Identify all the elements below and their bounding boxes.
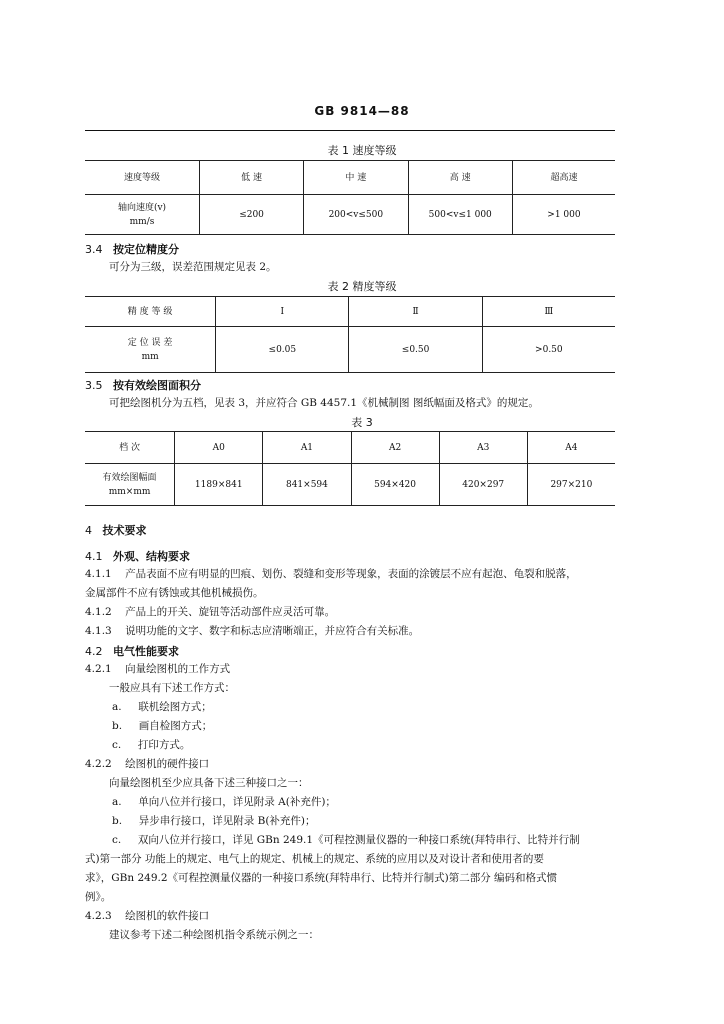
table3-cell-4: 297×210 <box>527 464 615 506</box>
header-rule <box>85 130 615 131</box>
sec34-heading <box>85 241 179 257</box>
table1-cell-0: ≤200 <box>200 195 304 235</box>
s421-item-c-text: 打印方式。 <box>137 739 191 751</box>
s411-line2: 金属部件不应有锈蚀或其他机械损伤。 <box>85 587 264 599</box>
table2-row-label-1: 定 位 误 差 <box>127 337 173 348</box>
table3-head-0: 档 次 <box>85 432 175 464</box>
sec35-heading <box>85 377 201 393</box>
s421-item-a-text: 联机绘图方式； <box>138 701 212 713</box>
sec4-num: 4 <box>85 524 92 537</box>
table3-row-label-2: mm×mm <box>108 486 151 497</box>
s413 <box>85 623 419 638</box>
s422-item-a-text: 单向八位并行接口，详见附录 A(补充件)； <box>138 796 336 808</box>
sec35-body: 可把绘图机分为五档，见表 3，并应符合 GB 4457.1《机械制图 图纸幅面及格式》的规定。 <box>109 397 539 409</box>
s423-intro: 建议参考下述二种绘图机指令系统示例之一： <box>109 929 319 941</box>
sec42-title: 电气性能要求 <box>113 645 179 658</box>
sec34-title: 按定位精度分 <box>113 243 179 256</box>
s421-title: 向量绘图机的工作方式 <box>125 663 231 675</box>
sec4-heading <box>85 522 147 538</box>
table2-cell-1: ≤0.50 <box>349 327 482 373</box>
table1-head-4: 超高速 <box>512 161 615 195</box>
s422-item-b-mark: b. <box>112 815 123 827</box>
sec34-num: 3.4 <box>85 243 103 256</box>
s421-item-a <box>112 699 212 714</box>
table2-head-1: Ⅰ <box>216 297 349 327</box>
s422-cont2: 求》，GBn 249.2《可程控测量仪器的一种接口系统(拜特串行、比特并行制式)第二部分 编码和格式惯 <box>85 872 558 884</box>
table3-row-label <box>85 464 175 506</box>
s421-item-b <box>112 718 212 733</box>
s411-line1 <box>85 566 577 581</box>
s421-item-c <box>112 737 190 752</box>
s422-item-c-text: 双向八位并行接口，详见 GBn 249.1《可程控测量仪器的一种接口系统(拜特串行、比特并行制 <box>137 834 580 846</box>
table1-row-label-2: mm/s <box>129 216 155 227</box>
sec41-heading <box>85 548 190 564</box>
s413-num: 4.1.3 <box>85 625 112 637</box>
table3-cell-3: 420×297 <box>439 464 527 506</box>
table1-caption: 表 1 速度等级 <box>327 144 397 157</box>
s423-title: 绘图机的软件接口 <box>125 910 210 922</box>
table3-head-5: A4 <box>527 432 615 464</box>
table1-head-0: 速度等级 <box>85 161 200 195</box>
s422-item-c-mark: c. <box>112 834 122 846</box>
s421-num: 4.2.1 <box>85 663 112 675</box>
table3-caption: 表 3 <box>351 416 373 429</box>
s413-text: 说明功能的文字、数字和标志应清晰端正，并应符合有关标准。 <box>125 625 420 637</box>
s422-cont3: 例》。 <box>85 891 112 903</box>
s422-title: 绘图机的硬件接口 <box>125 758 210 770</box>
table2-head-3: Ⅲ <box>482 297 615 327</box>
s411-num: 4.1.1 <box>85 568 112 580</box>
s421-item-b-mark: b. <box>112 720 123 732</box>
table2-row-label <box>85 327 216 373</box>
sec42-heading <box>85 643 179 659</box>
sec34-body: 可分为三级，误差范围规定见表 2。 <box>109 261 277 273</box>
table3 <box>85 431 615 506</box>
table2-cell-2: >0.50 <box>482 327 615 373</box>
table2-head-2: Ⅱ <box>349 297 482 327</box>
table2 <box>85 296 615 373</box>
s421-intro: 一般应具有下述工作方式： <box>109 682 235 694</box>
table3-head-2: A1 <box>263 432 351 464</box>
table1-head-1: 低 速 <box>200 161 304 195</box>
table1-head-2: 中 速 <box>304 161 408 195</box>
sec41-num: 4.1 <box>85 550 103 563</box>
s421-item-a-mark: a. <box>112 701 122 713</box>
table1-cell-1: 200<v≤500 <box>304 195 408 235</box>
table3-cell-0: 1189×841 <box>175 464 263 506</box>
table2-cell-0: ≤0.05 <box>216 327 349 373</box>
table3-row-label-1: 有效绘图幅面 <box>102 472 157 483</box>
s423-heading <box>85 908 209 923</box>
table1-cell-3: >1 000 <box>512 195 615 235</box>
table3-cell-2: 594×420 <box>351 464 439 506</box>
table2-head-0: 精 度 等 级 <box>85 297 216 327</box>
s412-text: 产品上的开关、旋钮等活动部件应灵活可靠。 <box>125 606 336 618</box>
s421-heading <box>85 661 230 676</box>
s422-item-b <box>112 813 316 828</box>
table3-head-3: A2 <box>351 432 439 464</box>
s423-num: 4.2.3 <box>85 910 112 922</box>
s412 <box>85 604 335 619</box>
s422-cont1: 式)第一部分 功能上的规定、电气上的规定、机械上的规定、系统的应用以及对设计者和使用者的要 <box>85 853 544 865</box>
sec41-title: 外观、结构要求 <box>113 550 190 563</box>
sec35-num: 3.5 <box>85 379 103 392</box>
table1-row-label-1: 轴向速度(v) <box>117 202 167 213</box>
s411-text1: 产品表面不应有明显的凹痕、划伤、裂缝和变形等现象，表面的涂镀层不应有起泡、龟裂和脱落， <box>125 568 577 580</box>
s422-num: 4.2.2 <box>85 758 112 770</box>
table2-caption: 表 2 精度等级 <box>327 280 397 293</box>
s412-num: 4.1.2 <box>85 606 112 618</box>
s422-item-a <box>112 794 336 809</box>
table3-cell-1: 841×594 <box>263 464 351 506</box>
table1-cell-2: 500<v≤1 000 <box>408 195 512 235</box>
sec4-title: 技术要求 <box>102 524 147 537</box>
sec42-num: 4.2 <box>85 645 103 658</box>
table2-row-label-2: mm <box>141 351 159 362</box>
s421-item-c-mark: c. <box>112 739 122 751</box>
s422-item-c <box>112 832 580 847</box>
sec35-title: 按有效绘图面积分 <box>113 379 201 392</box>
table3-head-4: A3 <box>439 432 527 464</box>
page-header: GB 9814—88 <box>314 104 410 118</box>
s421-item-b-text: 画自检图方式； <box>138 720 213 732</box>
s422-intro: 向量绘图机至少应具备下述三种接口之一： <box>109 777 309 789</box>
s422-item-a-mark: a. <box>112 796 122 808</box>
table3-head-1: A0 <box>175 432 263 464</box>
table1 <box>85 160 615 235</box>
s422-heading <box>85 756 209 771</box>
table1-row-label <box>85 195 200 235</box>
table1-head-3: 高 速 <box>408 161 512 195</box>
s422-item-b-text: 异步串行接口，详见附录 B(补充件)； <box>138 815 316 827</box>
